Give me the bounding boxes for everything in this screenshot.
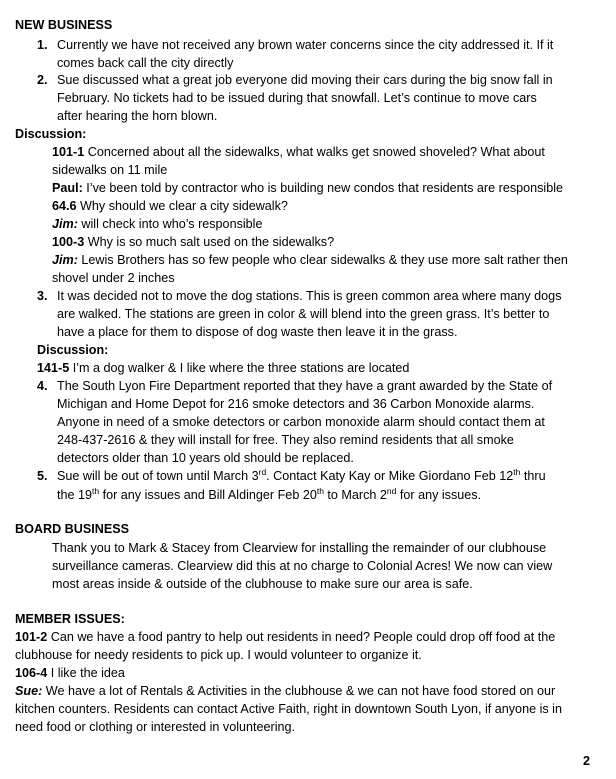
entry-text: Can we have a food pantry to help out residents in need? People could drop off food at the bbox=[47, 630, 556, 644]
discussion-entry bbox=[52, 215, 262, 233]
unit-id: 101-2 bbox=[15, 630, 48, 644]
unit-id: 141-5 bbox=[37, 361, 70, 375]
board-business-line-3: most areas inside & outside of the clubhouse to make sure our area is safe. bbox=[52, 577, 473, 591]
item-1-line-1: Currently we have not received any brown water concerns since the city addressed it. If it bbox=[57, 38, 554, 52]
speaker-name: Paul: bbox=[52, 181, 83, 195]
item-number: 5. bbox=[37, 469, 48, 483]
discussion-entry-line-2: sidewalks on 11 mile bbox=[52, 163, 168, 177]
entry-text: I’m a dog walker & I like where the three stations are located bbox=[69, 361, 410, 375]
unit-id: 64.6 bbox=[52, 199, 77, 213]
item-1-line-2: comes back call the city directly bbox=[57, 56, 234, 70]
section-heading-board-business: BOARD BUSINESS bbox=[15, 522, 130, 536]
entry-text: I’ve been told by contractor who is building new condos that residents are responsible bbox=[82, 181, 564, 195]
member-issue-entry bbox=[15, 664, 125, 682]
speaker-name: Jim: bbox=[52, 217, 78, 231]
item-number: 1. bbox=[37, 38, 48, 52]
board-business-line-2: surveillance cameras. Clearview did this at no charge to Colonial Acres! We now can view bbox=[52, 559, 553, 573]
unit-id: 100-3 bbox=[52, 235, 85, 249]
item-2-line-3: after hearing the horn blown. bbox=[57, 109, 218, 123]
item-3-line-2: are walked. The stations are green in color & will blend into the green grass. It’s better to bbox=[57, 307, 550, 321]
item-2-line-1: Sue discussed what a great job everyone did moving their cars during the big snow fall in bbox=[57, 73, 553, 87]
entry-text: Why should we clear a city sidewalk? bbox=[76, 199, 288, 213]
item-4-line-2: Michigan and Home Depot for 216 smoke detectors and 36 Carbon Monoxide alarms. bbox=[57, 397, 535, 411]
item-4-line-3: Anyone in need of a smoke detectors or carbon monoxide alarm should contact them at bbox=[57, 415, 545, 429]
entry-text: Concerned about all the sidewalks, what walks get snowed shoveled? What about bbox=[84, 145, 545, 159]
speaker-name: Jim: bbox=[52, 253, 78, 267]
item-5-line-2: the 19th for any issues and Bill Aldinger Feb 20th to March 2nd for any issues. bbox=[57, 485, 482, 502]
entry-text: Lewis Brothers has so few people who clear sidewalks & they use more salt rather then bbox=[77, 253, 568, 267]
discussion-label: Discussion: bbox=[37, 343, 109, 357]
discussion-label: Discussion: bbox=[15, 127, 87, 141]
discussion-entry-line-2: shovel under 2 inches bbox=[52, 271, 175, 285]
item-5-line-1: Sue will be out of town until March 3rd. Contact Katy Kay or Mike Giordano Feb 12th thru bbox=[57, 466, 546, 483]
speaker-name: Sue: bbox=[15, 684, 43, 698]
member-issue-entry bbox=[15, 682, 555, 700]
member-issue-entry-line-3: need food or clothing or interested in volunteering. bbox=[15, 720, 296, 734]
discussion-entry bbox=[52, 197, 288, 215]
entry-text: Why is so much salt used on the sidewalks? bbox=[84, 235, 335, 249]
discussion-entry bbox=[52, 251, 568, 269]
entry-text: will check into who’s responsible bbox=[77, 217, 263, 231]
discussion-entry bbox=[52, 179, 563, 197]
item-number: 4. bbox=[37, 379, 48, 393]
entry-text: We have a lot of Rentals & Activities in the clubhouse & we can not have food stored on our bbox=[42, 684, 556, 698]
unit-id: 106-4 bbox=[15, 666, 48, 680]
member-issue-entry bbox=[15, 628, 555, 646]
section-heading-new-business: NEW BUSINESS bbox=[15, 18, 113, 32]
page-number: 2 bbox=[583, 754, 591, 768]
item-2-line-2: February. No tickets had to be issued during that snowfall. Let’s continue to move cars bbox=[57, 91, 537, 105]
discussion-entry bbox=[52, 233, 334, 251]
item-4-line-4: 248-437-2616 & they will install for free. They also remind residents that all smoke bbox=[57, 433, 514, 447]
item-number: 3. bbox=[37, 289, 48, 303]
item-3-line-3: have a place for them to dispose of dog waste then leave it in the grass. bbox=[57, 325, 458, 339]
member-issue-entry-line-2: clubhouse for needy residents to pick up. I would volunteer to organize it. bbox=[15, 648, 422, 662]
board-business-line-1: Thank you to Mark & Stacey from Clearview for installing the remainder of our clubhouse bbox=[52, 541, 547, 555]
discussion-entry bbox=[37, 359, 409, 377]
item-4-line-5: detectors older than 10 years old should be replaced. bbox=[57, 451, 354, 465]
discussion-entry bbox=[52, 143, 545, 161]
unit-id: 101-1 bbox=[52, 145, 85, 159]
item-3-line-1: It was decided not to move the dog stations. This is green common area where many dogs bbox=[57, 289, 562, 303]
entry-text: I like the idea bbox=[47, 666, 125, 680]
item-4-line-1: The South Lyon Fire Department reported that they have a grant awarded by the State of bbox=[57, 379, 553, 393]
member-issue-entry-line-2: kitchen counters. Residents can contact Active Faith, right in downtown South Lyon, if anyone is in bbox=[15, 702, 562, 716]
item-number: 2. bbox=[37, 73, 48, 87]
section-heading-member-issues: MEMBER ISSUES: bbox=[15, 612, 125, 626]
